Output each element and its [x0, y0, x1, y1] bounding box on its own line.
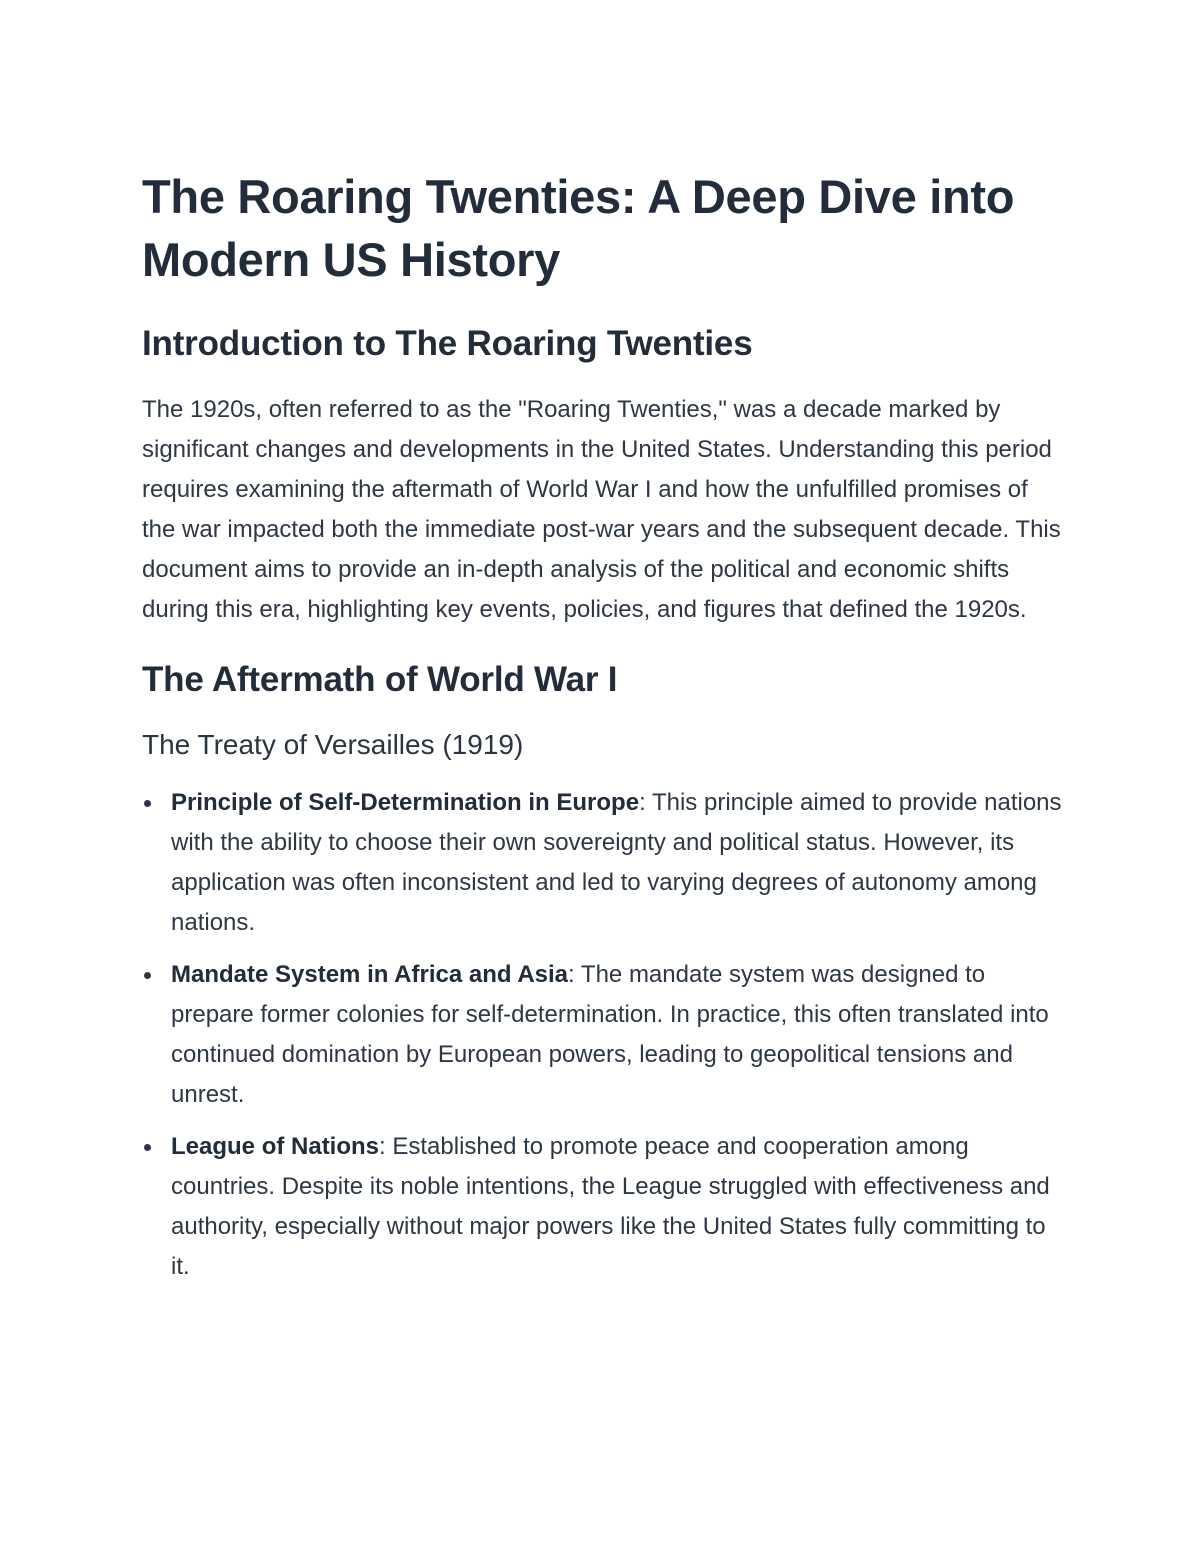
- bullet-icon: [144, 972, 151, 979]
- bullet-term: League of Nations: [171, 1133, 380, 1160]
- list-item: [142, 955, 1062, 1115]
- bullet-text: : Established to promote peace and cooperation among countries. Despite its noble intentions, the League struggled with effectiveness and authority, especially without major powers like the United States fully committing to it.: [171, 1133, 1050, 1280]
- section-heading-introduction: Introduction to The Roaring Twenties: [142, 324, 753, 363]
- bullet-term: Principle of Self-Determination in Europe: [171, 789, 640, 816]
- document-page: [142, 165, 1062, 1299]
- bullet-text: : This principle aimed to provide nations with the ability to choose their own sovereignty and political status. However, its application was often inconsistent and led to varying degrees of autonomy among nations.: [171, 789, 1062, 936]
- bullet-term: Mandate System in Africa and Asia: [171, 961, 569, 988]
- document-title: The Roaring Twenties: A Deep Dive into Modern US History: [142, 170, 1015, 286]
- list-item: [142, 783, 1062, 943]
- treaty-bullet-list: [142, 783, 1062, 1287]
- bullet-icon: [144, 800, 151, 807]
- section-heading-aftermath: The Aftermath of World War I: [142, 660, 618, 699]
- introduction-paragraph: The 1920s, often referred to as the "Roaring Twenties," was a decade marked by significant changes and developments in the United States. Understanding this period requires examining the aftermath of World War I and how the unfulfilled promises of the war impacted both the immediate post-war years and the subsequent decade. This document aims to provide an in-depth analysis of the political and economic shifts during this era, highlighting key events, policies, and figures that defined the 1920s.: [142, 396, 1061, 623]
- bullet-icon: [144, 1144, 151, 1151]
- subheading-treaty-of-versailles: The Treaty of Versailles (1919): [142, 729, 524, 760]
- list-item: [142, 1127, 1062, 1287]
- bullet-text: : The mandate system was designed to prepare former colonies for self-determination. In practice, this often translated into continued domination by European powers, leading to geopolitical tensions and unrest.: [171, 961, 1049, 1108]
